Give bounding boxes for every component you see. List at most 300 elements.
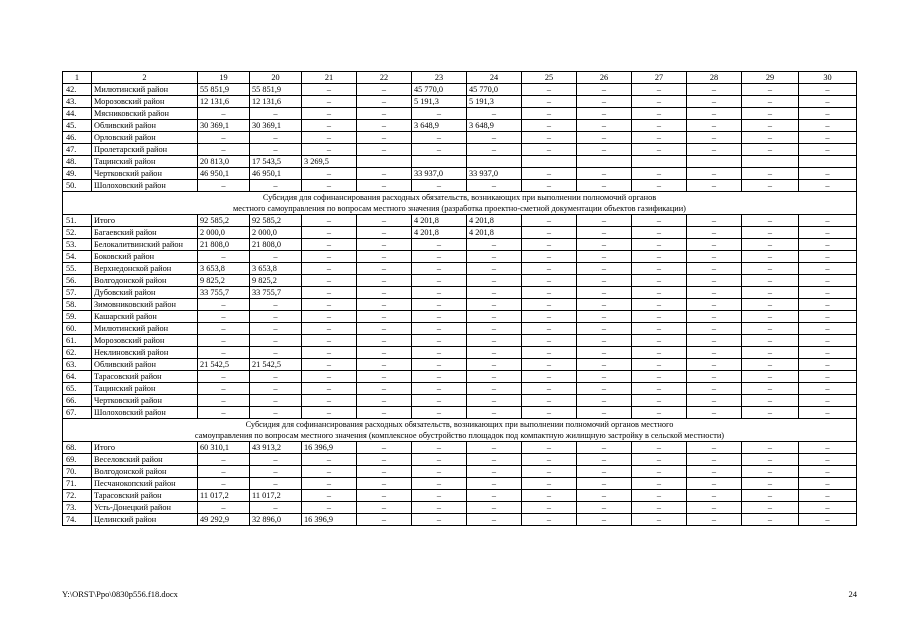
value-cell: 33 937,0: [412, 168, 467, 180]
value-cell: –: [799, 108, 857, 120]
value-cell: –: [522, 442, 577, 454]
value-cell: –: [357, 251, 412, 263]
district-name-cell: Итого: [92, 215, 198, 227]
district-name-cell: Шолоховский район: [92, 407, 198, 419]
column-number-cell: 2: [92, 72, 198, 84]
value-cell: –: [467, 371, 522, 383]
district-name-cell: Веселовский район: [92, 454, 198, 466]
value-cell: –: [687, 227, 742, 239]
value-cell: –: [799, 478, 857, 490]
value-cell: –: [467, 454, 522, 466]
value-cell: –: [412, 514, 467, 526]
value-cell: –: [632, 454, 687, 466]
row-number-cell: 74.: [63, 514, 92, 526]
table-row: [63, 156, 857, 168]
value-cell: –: [198, 108, 250, 120]
district-name-cell: Целинский район: [92, 514, 198, 526]
value-cell: –: [632, 96, 687, 108]
value-cell: –: [632, 335, 687, 347]
value-cell: –: [302, 299, 357, 311]
table-row: [63, 490, 857, 502]
value-cell: –: [742, 120, 799, 132]
value-cell: –: [687, 478, 742, 490]
row-number-cell: 49.: [63, 168, 92, 180]
value-cell: –: [687, 395, 742, 407]
value-cell: –: [250, 347, 302, 359]
value-cell: –: [357, 227, 412, 239]
district-name-cell: Милютинский район: [92, 323, 198, 335]
value-cell: –: [412, 239, 467, 251]
table-row: [63, 502, 857, 514]
value-cell: –: [799, 287, 857, 299]
value-cell: –: [577, 263, 632, 275]
value-cell: [522, 156, 577, 168]
value-cell: 45 770,0: [412, 84, 467, 96]
value-cell: –: [250, 502, 302, 514]
value-cell: 55 851,9: [250, 84, 302, 96]
row-number-cell: 73.: [63, 502, 92, 514]
value-cell: –: [632, 395, 687, 407]
table-row: [63, 96, 857, 108]
section-heading-line: местного самоуправления по вопросам местного значения (разработка проектно-сметной документации объектов газификации): [233, 204, 686, 213]
value-cell: 21 542,5: [198, 359, 250, 371]
value-cell: 16 396,9: [302, 514, 357, 526]
value-cell: –: [412, 144, 467, 156]
value-cell: –: [632, 502, 687, 514]
value-cell: –: [577, 335, 632, 347]
table-row: [63, 407, 857, 419]
value-cell: –: [799, 514, 857, 526]
value-cell: –: [577, 454, 632, 466]
value-cell: –: [357, 120, 412, 132]
value-cell: –: [577, 478, 632, 490]
value-cell: –: [577, 120, 632, 132]
value-cell: –: [357, 395, 412, 407]
value-cell: –: [742, 84, 799, 96]
row-number-cell: 51.: [63, 215, 92, 227]
value-cell: –: [742, 227, 799, 239]
value-cell: –: [632, 239, 687, 251]
value-cell: –: [632, 299, 687, 311]
table-row: [63, 287, 857, 299]
value-cell: –: [302, 287, 357, 299]
value-cell: –: [467, 287, 522, 299]
value-cell: –: [632, 407, 687, 419]
section-heading-line: самоуправления по вопросам местного значения (комплексное обустройство площадок под компактную жилищную застройку в сельской местности): [194, 431, 725, 440]
value-cell: –: [799, 263, 857, 275]
table-row: [63, 108, 857, 120]
district-name-cell: Зимовниковский район: [92, 299, 198, 311]
value-cell: –: [577, 490, 632, 502]
column-number-cell: 1: [63, 72, 92, 84]
value-cell: 32 896,0: [250, 514, 302, 526]
district-name-cell: Тарасовский район: [92, 490, 198, 502]
value-cell: –: [302, 383, 357, 395]
value-cell: –: [302, 84, 357, 96]
value-cell: 33 937,0: [467, 168, 522, 180]
value-cell: –: [799, 251, 857, 263]
district-name-cell: Неклиновский район: [92, 347, 198, 359]
value-cell: –: [687, 180, 742, 192]
value-cell: –: [467, 383, 522, 395]
value-cell: –: [742, 347, 799, 359]
value-cell: –: [632, 275, 687, 287]
value-cell: –: [522, 514, 577, 526]
value-cell: –: [302, 251, 357, 263]
value-cell: –: [357, 239, 412, 251]
value-cell: 49 292,9: [198, 514, 250, 526]
value-cell: –: [302, 263, 357, 275]
value-cell: –: [799, 383, 857, 395]
value-cell: –: [357, 347, 412, 359]
value-cell: –: [522, 347, 577, 359]
value-cell: –: [687, 502, 742, 514]
row-number-cell: 50.: [63, 180, 92, 192]
value-cell: –: [632, 251, 687, 263]
value-cell: –: [577, 311, 632, 323]
value-cell: 3 269,5: [302, 156, 357, 168]
value-cell: –: [799, 180, 857, 192]
value-cell: –: [632, 514, 687, 526]
value-cell: –: [198, 383, 250, 395]
column-number-cell: 22: [357, 72, 412, 84]
section-heading: [63, 192, 857, 215]
value-cell: –: [632, 323, 687, 335]
district-name-cell: Тарасовский район: [92, 371, 198, 383]
value-cell: –: [250, 371, 302, 383]
value-cell: –: [198, 323, 250, 335]
value-cell: –: [799, 227, 857, 239]
value-cell: –: [577, 502, 632, 514]
value-cell: [412, 156, 467, 168]
value-cell: –: [412, 180, 467, 192]
value-cell: –: [302, 180, 357, 192]
value-cell: –: [467, 359, 522, 371]
value-cell: –: [412, 132, 467, 144]
value-cell: –: [412, 108, 467, 120]
value-cell: –: [799, 215, 857, 227]
value-cell: [799, 156, 857, 168]
value-cell: –: [412, 359, 467, 371]
value-cell: –: [522, 132, 577, 144]
district-name-cell: Песчанокопский район: [92, 478, 198, 490]
column-number-cell: 25: [522, 72, 577, 84]
value-cell: –: [577, 466, 632, 478]
value-cell: –: [577, 132, 632, 144]
value-cell: –: [198, 478, 250, 490]
value-cell: –: [302, 311, 357, 323]
value-cell: –: [412, 490, 467, 502]
value-cell: –: [357, 478, 412, 490]
value-cell: –: [467, 407, 522, 419]
value-cell: –: [742, 454, 799, 466]
value-cell: –: [577, 180, 632, 192]
value-cell: –: [302, 347, 357, 359]
value-cell: –: [302, 359, 357, 371]
value-cell: –: [687, 168, 742, 180]
value-cell: –: [742, 466, 799, 478]
value-cell: –: [357, 335, 412, 347]
value-cell: –: [357, 180, 412, 192]
district-name-cell: Обливский район: [92, 120, 198, 132]
value-cell: –: [302, 168, 357, 180]
value-cell: –: [577, 395, 632, 407]
row-number-cell: 63.: [63, 359, 92, 371]
district-name-cell: Пролетарский район: [92, 144, 198, 156]
value-cell: –: [357, 263, 412, 275]
value-cell: –: [577, 299, 632, 311]
row-number-cell: 72.: [63, 490, 92, 502]
value-cell: 30 369,1: [250, 120, 302, 132]
table-row: [63, 168, 857, 180]
value-cell: –: [412, 466, 467, 478]
value-cell: –: [687, 120, 742, 132]
value-cell: –: [799, 442, 857, 454]
value-cell: –: [302, 120, 357, 132]
value-cell: –: [522, 454, 577, 466]
value-cell: –: [577, 275, 632, 287]
value-cell: –: [357, 359, 412, 371]
value-cell: –: [799, 466, 857, 478]
value-cell: –: [742, 144, 799, 156]
column-number-cell: 28: [687, 72, 742, 84]
column-number-cell: 30: [799, 72, 857, 84]
value-cell: –: [799, 454, 857, 466]
value-cell: –: [799, 395, 857, 407]
value-cell: –: [799, 359, 857, 371]
value-cell: –: [198, 335, 250, 347]
value-cell: –: [198, 347, 250, 359]
value-cell: –: [302, 96, 357, 108]
value-cell: –: [799, 407, 857, 419]
value-cell: –: [302, 466, 357, 478]
value-cell: –: [357, 132, 412, 144]
value-cell: –: [799, 132, 857, 144]
section-heading-row: [63, 192, 857, 215]
table-row: [63, 311, 857, 323]
value-cell: 60 310,1: [198, 442, 250, 454]
value-cell: –: [632, 466, 687, 478]
value-cell: –: [522, 180, 577, 192]
value-cell: –: [357, 275, 412, 287]
value-cell: –: [577, 323, 632, 335]
value-cell: –: [522, 120, 577, 132]
value-cell: –: [799, 96, 857, 108]
district-name-cell: Кашарский район: [92, 311, 198, 323]
table-row: [63, 323, 857, 335]
value-cell: –: [198, 251, 250, 263]
value-cell: –: [467, 239, 522, 251]
value-cell: –: [687, 383, 742, 395]
value-cell: –: [198, 502, 250, 514]
table-row: [63, 478, 857, 490]
table-row: [63, 299, 857, 311]
value-cell: –: [742, 299, 799, 311]
value-cell: –: [522, 407, 577, 419]
value-cell: –: [412, 502, 467, 514]
district-name-cell: Дубовский район: [92, 287, 198, 299]
table-row: [63, 275, 857, 287]
value-cell: –: [250, 299, 302, 311]
value-cell: 5 191,3: [412, 96, 467, 108]
value-cell: [632, 156, 687, 168]
value-cell: –: [687, 84, 742, 96]
table-row: [63, 454, 857, 466]
table-row: [63, 227, 857, 239]
value-cell: –: [357, 454, 412, 466]
value-cell: –: [742, 108, 799, 120]
value-cell: –: [799, 311, 857, 323]
row-number-cell: 47.: [63, 144, 92, 156]
value-cell: 4 201,8: [467, 227, 522, 239]
value-cell: –: [522, 168, 577, 180]
value-cell: 33 755,7: [198, 287, 250, 299]
district-name-cell: Мясниковский район: [92, 108, 198, 120]
value-cell: –: [198, 466, 250, 478]
value-cell: –: [522, 323, 577, 335]
value-cell: 3 648,9: [467, 120, 522, 132]
value-cell: –: [522, 335, 577, 347]
value-cell: –: [687, 251, 742, 263]
value-cell: –: [742, 215, 799, 227]
row-number-cell: 44.: [63, 108, 92, 120]
value-cell: –: [357, 311, 412, 323]
value-cell: 30 369,1: [198, 120, 250, 132]
value-cell: –: [742, 442, 799, 454]
district-name-cell: Верхнедонской район: [92, 263, 198, 275]
row-number-cell: 66.: [63, 395, 92, 407]
value-cell: 12 131,6: [198, 96, 250, 108]
row-number-cell: 65.: [63, 383, 92, 395]
value-cell: –: [742, 168, 799, 180]
table-row: [63, 371, 857, 383]
value-cell: –: [412, 299, 467, 311]
value-cell: –: [632, 108, 687, 120]
value-cell: [687, 156, 742, 168]
value-cell: 2 000,0: [250, 227, 302, 239]
value-cell: 11 017,2: [250, 490, 302, 502]
value-cell: –: [687, 407, 742, 419]
section-heading-row: [63, 419, 857, 442]
value-cell: –: [742, 311, 799, 323]
value-cell: –: [632, 168, 687, 180]
value-cell: –: [577, 144, 632, 156]
table-row: [63, 263, 857, 275]
value-cell: –: [522, 144, 577, 156]
value-cell: –: [467, 502, 522, 514]
value-cell: –: [687, 215, 742, 227]
value-cell: –: [412, 371, 467, 383]
value-cell: –: [467, 299, 522, 311]
value-cell: –: [577, 287, 632, 299]
value-cell: –: [198, 395, 250, 407]
district-name-cell: Обливский район: [92, 359, 198, 371]
value-cell: 9 825,2: [250, 275, 302, 287]
row-number-cell: 53.: [63, 239, 92, 251]
value-cell: –: [577, 168, 632, 180]
value-cell: –: [467, 490, 522, 502]
column-number-cell: 26: [577, 72, 632, 84]
value-cell: –: [799, 275, 857, 287]
value-cell: –: [577, 347, 632, 359]
value-cell: –: [742, 359, 799, 371]
value-cell: –: [198, 371, 250, 383]
column-number-cell: 23: [412, 72, 467, 84]
value-cell: –: [577, 251, 632, 263]
value-cell: –: [302, 132, 357, 144]
value-cell: –: [799, 120, 857, 132]
value-cell: –: [250, 383, 302, 395]
value-cell: –: [467, 180, 522, 192]
value-cell: –: [632, 359, 687, 371]
value-cell: –: [302, 227, 357, 239]
value-cell: 3 648,9: [412, 120, 467, 132]
table-row: [63, 120, 857, 132]
value-cell: –: [302, 108, 357, 120]
value-cell: –: [250, 335, 302, 347]
row-number-cell: 62.: [63, 347, 92, 359]
value-cell: –: [250, 454, 302, 466]
value-cell: –: [412, 251, 467, 263]
row-number-cell: 60.: [63, 323, 92, 335]
value-cell: –: [357, 144, 412, 156]
value-cell: –: [302, 502, 357, 514]
value-cell: –: [687, 239, 742, 251]
row-number-cell: 54.: [63, 251, 92, 263]
value-cell: –: [632, 227, 687, 239]
value-cell: –: [522, 371, 577, 383]
value-cell: –: [467, 347, 522, 359]
table-row: [63, 239, 857, 251]
value-cell: –: [742, 490, 799, 502]
row-number-cell: 42.: [63, 84, 92, 96]
value-cell: –: [357, 299, 412, 311]
table-row: [63, 442, 857, 454]
value-cell: –: [302, 407, 357, 419]
district-name-cell: Усть-Донецкий район: [92, 502, 198, 514]
value-cell: –: [522, 251, 577, 263]
value-cell: 21 808,0: [198, 239, 250, 251]
section-heading: [63, 419, 857, 442]
value-cell: –: [412, 395, 467, 407]
value-cell: –: [632, 442, 687, 454]
value-cell: –: [357, 287, 412, 299]
value-cell: 46 950,1: [198, 168, 250, 180]
table-body: [63, 72, 857, 526]
column-number-cell: 21: [302, 72, 357, 84]
value-cell: –: [742, 180, 799, 192]
value-cell: –: [250, 132, 302, 144]
value-cell: –: [357, 407, 412, 419]
row-number-cell: 52.: [63, 227, 92, 239]
value-cell: –: [412, 335, 467, 347]
value-cell: –: [250, 108, 302, 120]
value-cell: –: [467, 251, 522, 263]
value-cell: –: [467, 108, 522, 120]
value-cell: –: [577, 239, 632, 251]
table-row: [63, 132, 857, 144]
table-row: [63, 180, 857, 192]
value-cell: –: [799, 239, 857, 251]
table-row: [63, 347, 857, 359]
value-cell: –: [632, 84, 687, 96]
value-cell: –: [198, 144, 250, 156]
row-number-cell: 56.: [63, 275, 92, 287]
value-cell: –: [412, 263, 467, 275]
value-cell: –: [302, 144, 357, 156]
value-cell: –: [687, 144, 742, 156]
value-cell: –: [742, 251, 799, 263]
